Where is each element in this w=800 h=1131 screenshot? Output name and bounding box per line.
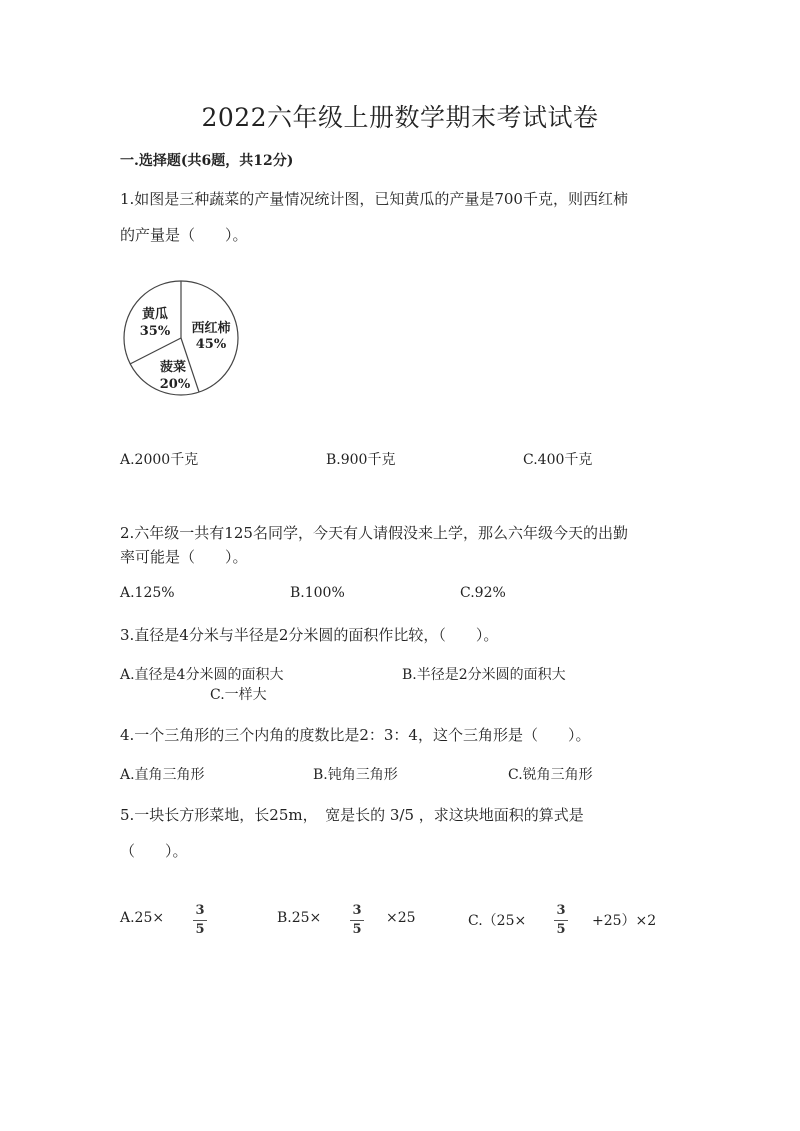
q3-option-a[interactable]: A.直径是4分米圆的面积大: [120, 667, 284, 683]
q5-option-b[interactable]: B.25×: [277, 910, 322, 926]
fraction-numerator: 3: [352, 903, 362, 918]
slice-label-cucumber: 黄瓜: [141, 307, 169, 322]
q3-option-b[interactable]: B.半径是2分米圆的面积大: [402, 667, 566, 683]
q2-option-a[interactable]: A.125%: [120, 585, 175, 601]
q1-option-b[interactable]: B.900千克: [326, 452, 396, 468]
fraction-bar: [554, 920, 568, 921]
slice-percent-spinach: 20%: [159, 377, 191, 392]
q4-text-line1: 4.一个三角形的三个内角的度数比是2：3：4，这个三角形是（ ）。: [120, 726, 591, 744]
fraction-numerator: 3: [195, 903, 205, 918]
fraction-denominator: 5: [352, 922, 362, 937]
fraction-bar: [193, 920, 207, 921]
q5-option-a[interactable]: A.25×: [120, 910, 165, 926]
slice-label-spinach: 菠菜: [159, 360, 187, 375]
q2-text-line1: 2.六年级一共有125名同学，今天有人请假没来上学，那么六年级今天的出勤: [120, 524, 628, 542]
q5-option-b-suffix: ×25: [386, 910, 416, 926]
q5-text-line1: 5.一块长方形菜地，长25m， 宽是长的 3/5 ，求这块地面积的算式是: [120, 806, 584, 824]
q1-text-line1: 1.如图是三种蔬菜的产量情况统计图，已知黄瓜的产量是700千克，则西红柿: [120, 190, 628, 208]
q1-option-a[interactable]: A.2000千克: [120, 452, 199, 468]
fraction-bar: [350, 920, 364, 921]
q5-option-b-fraction: [349, 903, 365, 938]
q4-option-c[interactable]: C.锐角三角形: [508, 767, 593, 783]
q4-option-b[interactable]: B.钝角三角形: [313, 767, 398, 783]
page-title: 2022六年级上册数学期末考试试卷: [201, 103, 599, 132]
slice-percent-cucumber: 35%: [139, 324, 171, 339]
fraction-denominator: 5: [556, 922, 566, 937]
q5-text-line2: （ ）。: [120, 842, 188, 860]
q5-option-a-fraction: [192, 903, 208, 938]
vegetable-pie-chart: [120, 280, 250, 404]
q5-option-c[interactable]: C.（25×: [468, 913, 527, 929]
q2-option-b[interactable]: B.100%: [290, 585, 345, 601]
q4-option-a[interactable]: A.直角三角形: [120, 767, 205, 783]
q5-option-c-suffix: +25）×2: [592, 913, 657, 929]
q3-text-line1: 3.直径是4分米与半径是2分米圆的面积作比较，（ ）。: [120, 626, 499, 644]
q2-option-c[interactable]: C.92%: [460, 585, 506, 601]
section-heading: 一.选择题(共6题，共12分): [120, 153, 294, 169]
slice-percent-tomato: 45%: [195, 337, 227, 352]
q1-text-line2: 的产量是（ ）。: [120, 226, 248, 244]
q5-option-c-fraction: [553, 903, 569, 938]
fraction-denominator: 5: [195, 922, 205, 937]
slice-label-tomato: 西红柿: [191, 321, 231, 336]
fraction-numerator: 3: [556, 903, 566, 918]
q3-option-c[interactable]: C.一样大: [210, 687, 267, 703]
q2-text-line2: 率可能是（ ）。: [120, 548, 248, 566]
q1-option-c[interactable]: C.400千克: [523, 452, 593, 468]
